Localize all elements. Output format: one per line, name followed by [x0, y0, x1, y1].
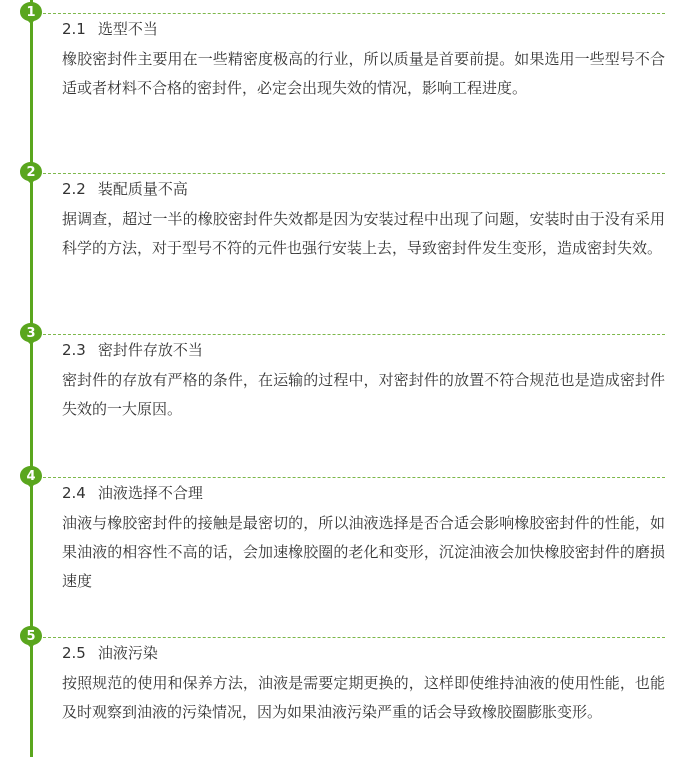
section-body: 橡胶密封件主要用在一些精密度极高的行业，所以质量是首要前提。如果选用一些型号不合适或者材料不合格的密封件，必定会出现失效的情况，影响工程进度。: [62, 50, 665, 97]
step-badge-1: [20, 2, 42, 24]
badge-number: 4: [26, 469, 36, 484]
badge-number: 2: [26, 165, 36, 180]
badge-number: 5: [26, 629, 36, 644]
section-body: 据调查，超过一半的橡胶密封件失效都是因为安装过程中出现了问题，安装时由于没有采用科学的方法，对于型号不符的元件也强行安装上去，导致密封件发生变形，造成密封失效。: [62, 210, 665, 257]
section-divider: [38, 173, 665, 174]
section-title: 装配质量不高: [97, 180, 188, 198]
section-number: 2.5: [62, 644, 86, 662]
section-number: 2.3: [62, 341, 86, 359]
step-badge-3: [20, 323, 42, 345]
step-badge-2: [20, 162, 42, 184]
section-title: 油液选择不合理: [97, 484, 203, 502]
section-body: 按照规范的使用和保养方法，油液是需要定期更换的，这样即使维持油液的使用性能，也能及时观察到油液的污染情况，因为如果油液污染严重的话会导致橡胶圈膨胀变形。: [62, 674, 665, 721]
section-title: 选型不当: [97, 20, 158, 38]
section-heading: [62, 18, 158, 40]
badge-number: 3: [26, 326, 36, 341]
section-divider: [38, 13, 665, 14]
section-number: 2.2: [62, 180, 86, 198]
section-heading: [62, 482, 203, 504]
section-heading: [62, 178, 188, 200]
badge-number: 1: [26, 5, 36, 20]
step-badge-4: [20, 466, 42, 488]
section-divider: [38, 334, 665, 335]
section-heading: [62, 642, 158, 664]
section-number: 2.4: [62, 484, 86, 502]
section-number: 2.1: [62, 20, 86, 38]
section-title: 油液污染: [97, 644, 158, 662]
section-divider: [38, 477, 665, 478]
step-badge-5: [20, 626, 42, 648]
section-title: 密封件存放不当: [97, 341, 203, 359]
section-divider: [38, 637, 665, 638]
section-body: 密封件的存放有严格的条件，在运输的过程中，对密封件的放置不符合规范也是造成密封件失效的一大原因。: [62, 371, 665, 418]
section-body: 油液与橡胶密封件的接触是最密切的，所以油液选择是否合适会影响橡胶密封件的性能，如果油液的相容性不高的话，会加速橡胶圈的老化和变形，沉淀油液会加快橡胶密封件的磨损速度: [62, 514, 665, 590]
section-heading: [62, 339, 203, 361]
